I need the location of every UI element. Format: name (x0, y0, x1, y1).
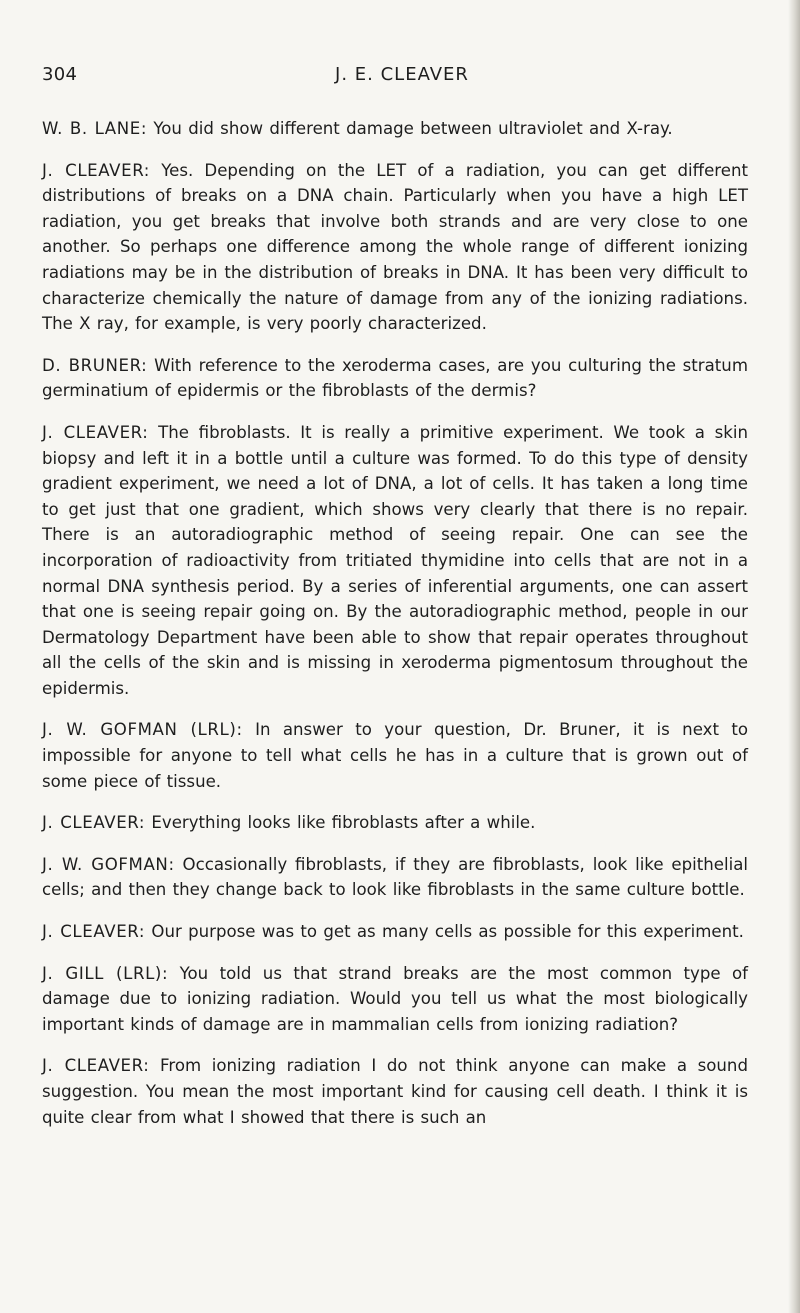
speaker-name: J. GILL (LRL): (42, 963, 169, 983)
discussion-body (42, 116, 748, 1146)
discussion-entry (42, 158, 748, 337)
running-title: J. E. CLEAVER (335, 64, 469, 85)
speaker-name: J. CLEAVER: (42, 922, 146, 942)
page-edge-shadow (788, 0, 800, 1313)
discussion-entry (42, 717, 748, 794)
speaker-name: J. W. GOFMAN: (42, 854, 175, 874)
entry-text: Everything looks like fibroblasts after a while. (151, 813, 536, 833)
entry-text: From ionizing radiation I do not think anyone can make a sound suggestion. You mean the most important kind for causing cell death. I think it is quite clear from what I showed that there is such an (42, 1056, 748, 1127)
entry-text: With reference to the xeroderma cases, are you culturing the stratum germinatium of epidermis or the fibroblasts of the dermis? (42, 355, 748, 401)
entry-text: You told us that strand breaks are the most common type of damage due to ionizing radiation. Would you tell us what the most biologically important kinds of damage are in mammalian cells from ionizing radiation? (42, 963, 748, 1034)
entry-text: Yes. Depending on the LET of a radiation, you can get different distributions of breaks on a DNA chain. Particularly when you have a high LET radiation, you get breaks that involve both strands and are very close to one another. So perhaps one difference among the whole range of different ionizing radiations may be in the distribution of breaks in DNA. It has been very difficult to characterize chemically the nature of damage from any of the ionizing radiations. The X ray, for example, is very poorly characterized. (42, 160, 748, 334)
speaker-name: J. CLEAVER: (42, 813, 146, 833)
speaker-name: D. BRUNER: (42, 355, 148, 375)
speaker-name: J. CLEAVER: (42, 1056, 150, 1076)
entry-text: In answer to your question, Dr. Bruner, it is next to impossible for anyone to tell what cells he has in a culture that is grown out of some piece of tissue. (42, 720, 749, 791)
discussion-entry (42, 1053, 748, 1130)
entry-text: The fibroblasts. It is really a primitive experiment. We took a skin biopsy and left it in a bottle until a culture was formed. To do this type of density gradient experiment, we need a lot of DNA, a lot of cells. It has taken a long time to get just that one gradient, which shows very clearly that there is no repair. There is an autoradiographic method of seeing repair. One can see the incorporation of radioactivity from tritiated thymidine into cells that are not in a normal DNA synthesis period. By a series of inferential arguments, one can assert that one is seeing repair going on. By the autoradiographic method, people in our Dermatology Department have been able to show that repair operates throughout all the cells of the skin and is missing in xeroderma pigmentosum throughout the epidermis. (42, 422, 748, 698)
discussion-entry (42, 961, 748, 1038)
entry-text: Occasionally fibroblasts, if they are fibroblasts, look like epithelial cells; and then they change back to look like fibroblasts in the same culture bottle. (42, 854, 748, 900)
speaker-name: W. B. LANE: (42, 119, 148, 138)
discussion-entry (42, 810, 748, 836)
speaker-name: J. CLEAVER: (42, 160, 150, 180)
speaker-name: J. CLEAVER: (42, 422, 149, 442)
discussion-entry (42, 852, 748, 903)
discussion-entry (42, 353, 748, 404)
discussion-entry (42, 919, 748, 945)
discussion-entry (42, 116, 748, 142)
entry-text: Our purpose was to get as many cells as possible for this experiment. (151, 922, 744, 942)
page-number: 304 (42, 64, 78, 85)
speaker-name: J. W. GOFMAN (LRL): (42, 720, 243, 740)
entry-text: You did show different damage between ultraviolet and X-ray. (153, 119, 673, 138)
discussion-entry (42, 420, 748, 702)
